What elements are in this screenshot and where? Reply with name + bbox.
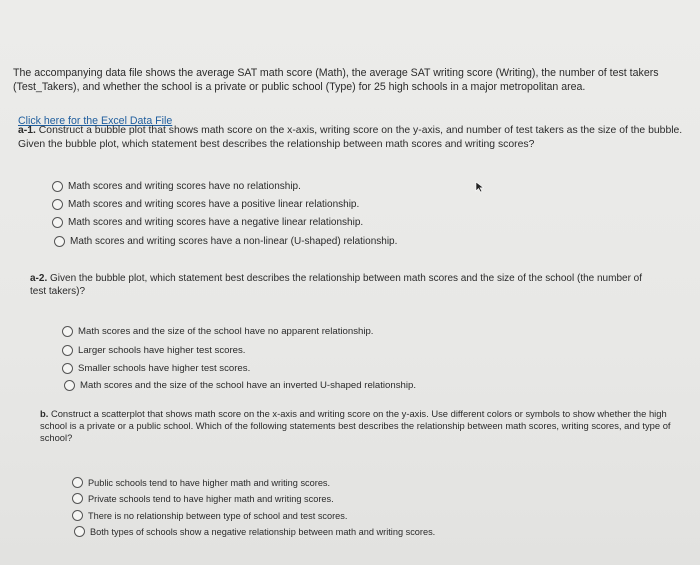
b-option-4[interactable] [74,526,435,537]
radio-button[interactable] [64,380,75,391]
radio-button[interactable] [72,493,83,504]
a2-option-2[interactable] [62,345,245,356]
radio-button[interactable] [62,345,73,356]
option-label: Math scores and writing scores have a non-linear (U-shaped) relationship. [70,236,398,247]
option-label: Public schools tend to have higher math and writing scores. [88,477,331,488]
option-label: Smaller schools have higher test scores. [78,363,251,374]
a2-option-1[interactable] [62,326,373,337]
option-label: Both types of schools show a negative relationship between math and writing scores. [90,526,436,537]
radio-button[interactable] [52,181,63,192]
b-option-1[interactable] [72,477,330,488]
option-label: Larger schools have higher test scores. [78,345,246,356]
option-label: There is no relationship between type of school and test scores. [88,510,348,521]
question-a1-label: a-1. [18,125,36,136]
a1-option-2[interactable] [52,199,359,210]
radio-button[interactable] [72,477,83,488]
a1-option-4[interactable] [54,236,397,247]
radio-button[interactable] [62,326,73,337]
radio-button[interactable] [62,363,73,374]
b-option-2[interactable] [72,493,334,504]
option-label: Math scores and the size of the school have an inverted U-shaped relationship. [80,380,416,391]
b-option-3[interactable] [72,510,347,521]
question-a1-text: Construct a bubble plot that shows math score on the x-axis, writing score on the y-axis, and number of test takers as the size of the bubble. Given the bubble plot, which statement best describes the relationship between math scores and writing scores? [18,125,683,150]
intro-text: The accompanying data file shows the average SAT math score (Math), the average SAT writing score (Writing), the number of test takers (Test_Takers), and whether the school is a private or public school (Type) for 25 high schools in a major metropolitan area. [13,67,659,93]
option-label: Math scores and the size of the school have no apparent relationship. [78,326,374,337]
radio-button[interactable] [52,199,63,210]
radio-button[interactable] [72,510,83,521]
option-label: Math scores and writing scores have a positive linear relationship. [68,199,360,210]
radio-button[interactable] [54,236,65,247]
excel-data-link[interactable]: Click here for the Excel Data File [18,115,173,127]
question-b [40,408,680,444]
a1-option-1[interactable] [52,181,301,192]
a2-option-3[interactable] [62,363,250,374]
question-a1 [18,124,686,152]
a1-option-3[interactable] [52,217,363,228]
mouse-cursor-icon [475,181,485,193]
question-a2-label: a-2. [30,273,48,284]
option-label: Private schools tend to have higher math and writing scores. [88,493,334,504]
question-b-text: Construct a scatterplot that shows math score on the x-axis and writing score on the y-axis. Use different colors or symbols to show whether the high school is a private or a public school. Which of the following statements best describes the relationship between math scores, writing scores, and type of school? [40,408,671,443]
question-a2 [30,272,660,298]
option-label: Math scores and writing scores have a negative linear relationship. [68,217,364,228]
option-label: Math scores and writing scores have no relationship. [68,181,301,192]
a2-option-4[interactable] [64,380,416,391]
radio-button[interactable] [52,217,63,228]
question-a2-text: Given the bubble plot, which statement best describes the relationship between math scores and the size of the school (the number of test takers)? [30,273,643,297]
question-b-label: b. [40,408,49,419]
radio-button[interactable] [74,526,85,537]
